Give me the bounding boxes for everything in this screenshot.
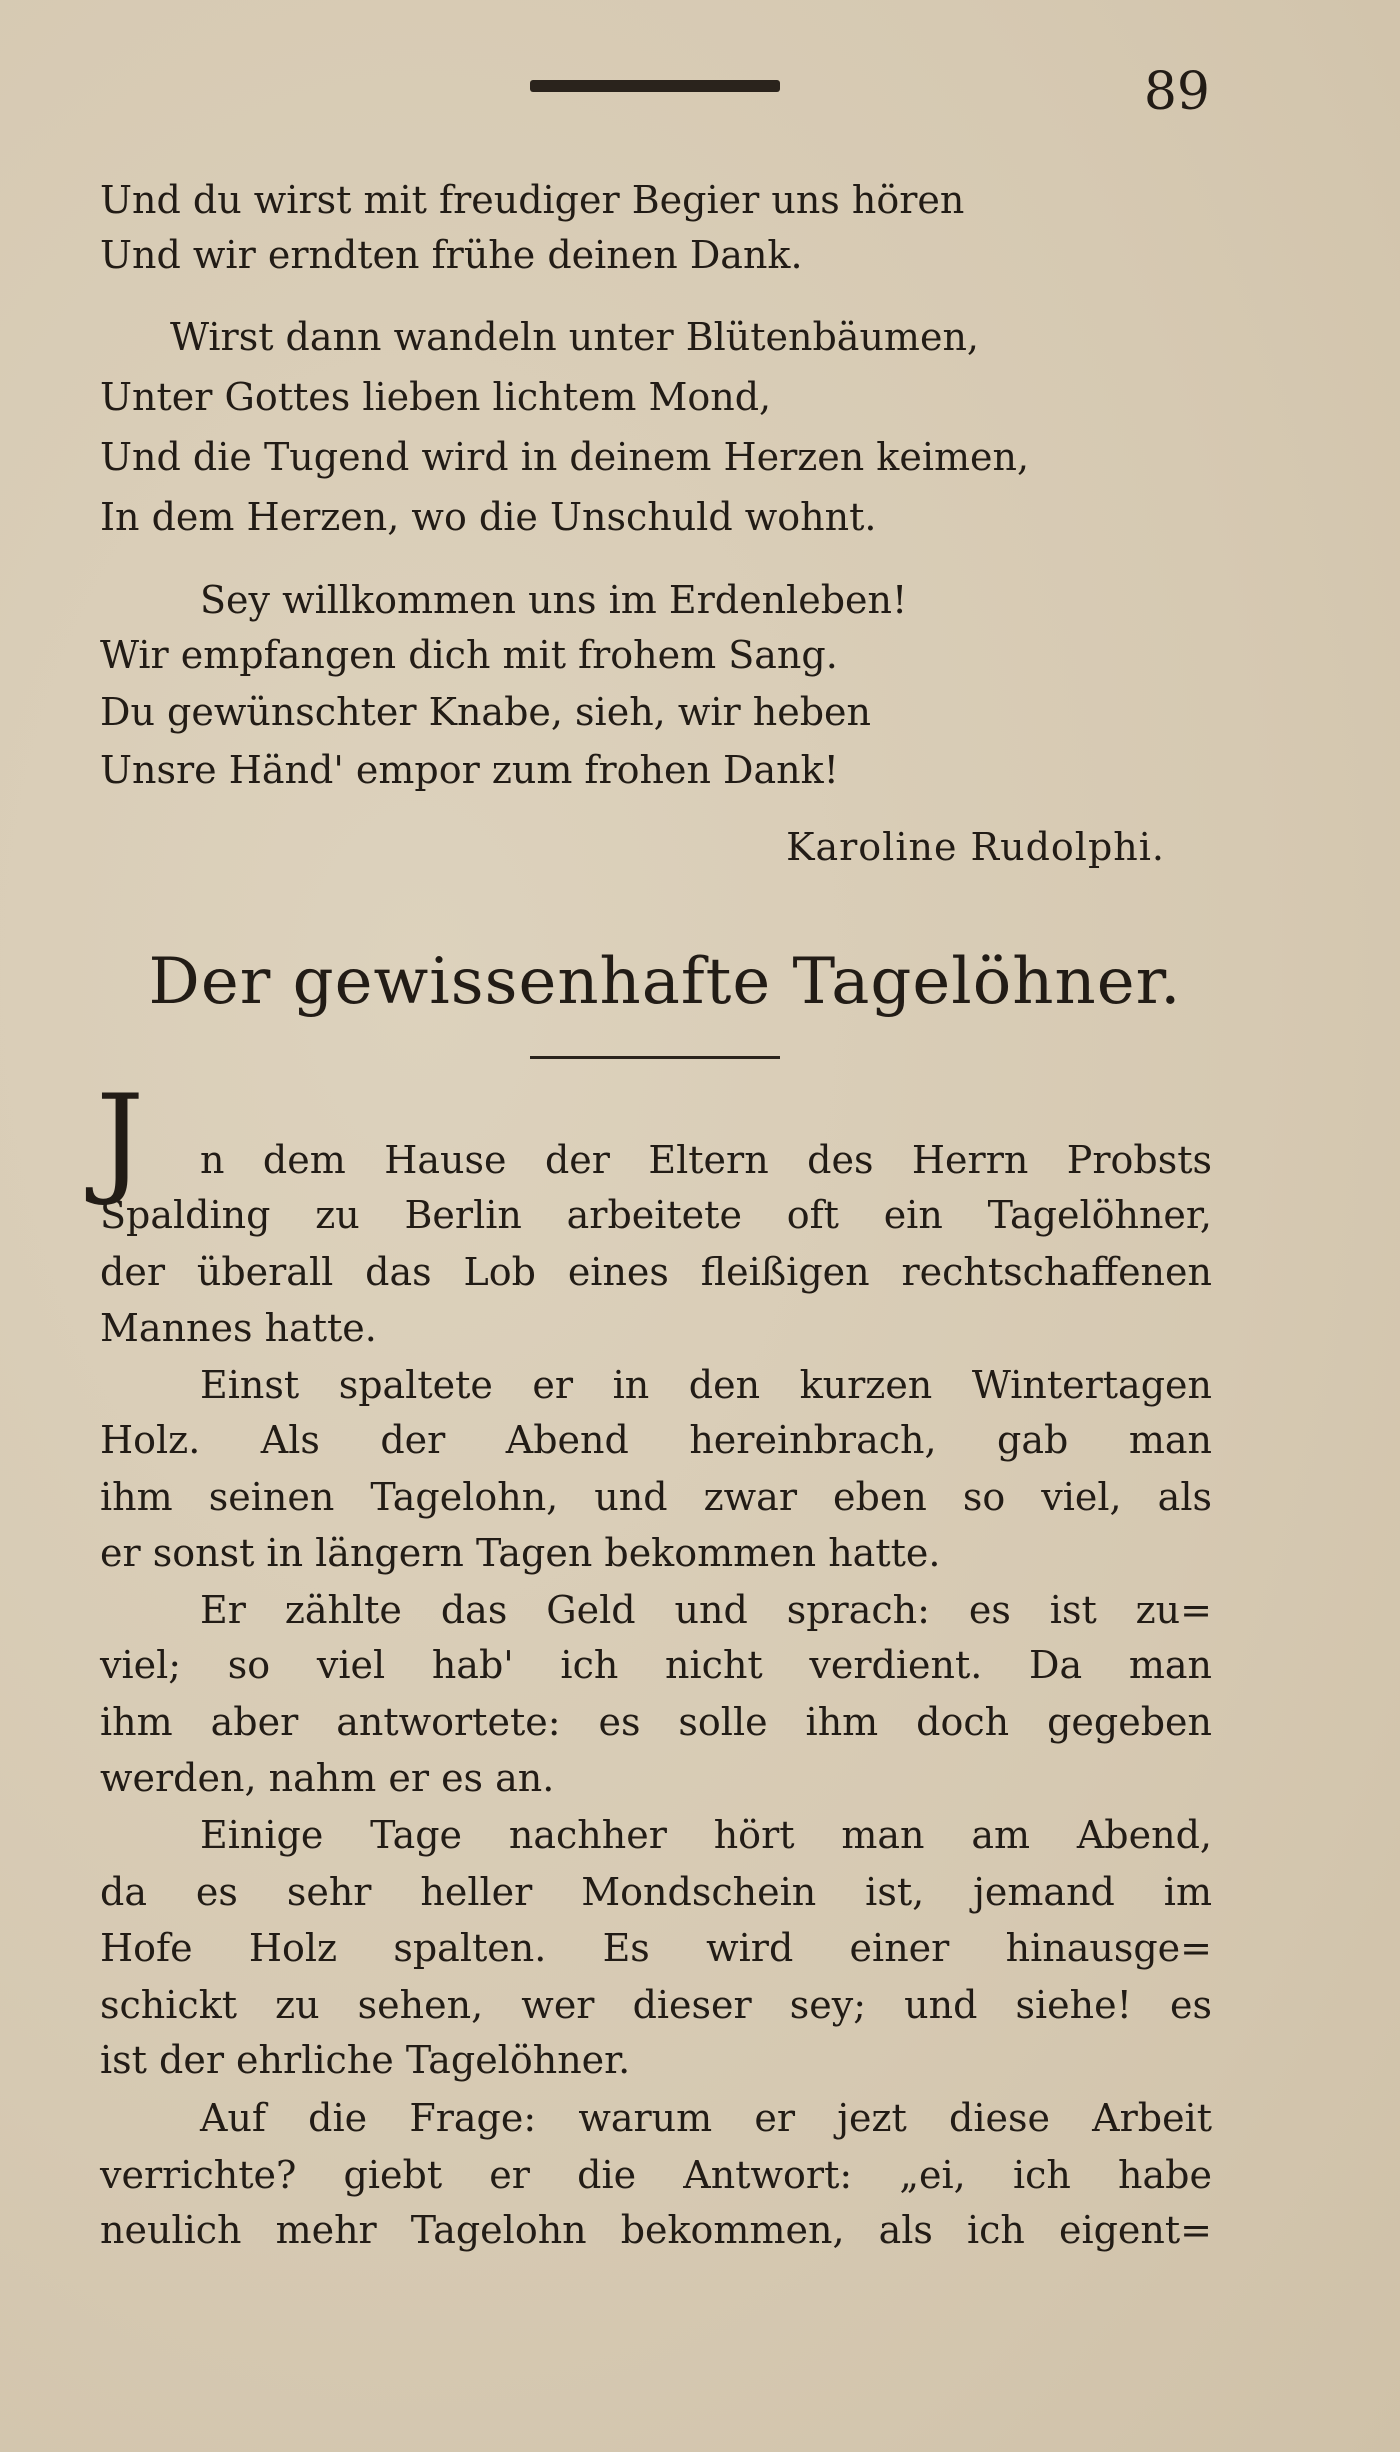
- poem-author: Karoline Rudolphi.: [786, 825, 1165, 869]
- text-line: Auf die Frage: warum er jezt diese Arbeit: [200, 2096, 1212, 2140]
- text-line: neulich mehr Tagelohn bekommen, als ich eigent=: [100, 2208, 1212, 2252]
- text-line: verrichte? giebt er die Antwort: „ei, ich habe: [100, 2153, 1212, 2197]
- text-line: Spalding zu Berlin arbeitete oft ein Tagelöhner,: [100, 1193, 1212, 1237]
- header-rule: [530, 80, 780, 92]
- poem-line: Sey willkommen uns im Erdenleben!: [200, 578, 908, 622]
- text-line: ihm seinen Tagelohn, und zwar eben so viel, als: [100, 1475, 1212, 1519]
- text-line: er sonst in längern Tagen bekommen hatte.: [100, 1531, 941, 1575]
- text-line: ist der ehrliche Tagelöhner.: [100, 2038, 631, 2082]
- title-rule: [530, 1056, 780, 1059]
- poem-line: Und du wirst mit freudiger Begier uns hören: [100, 178, 965, 222]
- text-line: schickt zu sehen, wer dieser sey; und siehe! es: [100, 1983, 1212, 2027]
- text-line: Holz. Als der Abend hereinbrach, gab man: [100, 1418, 1212, 1462]
- text-line: Einst spaltete er in den kurzen Wintertagen: [200, 1363, 1212, 1407]
- text-line: ihm aber antwortete: es solle ihm doch gegeben: [100, 1700, 1212, 1744]
- text-line: n dem Hause der Eltern des Herrn Probsts: [200, 1138, 1212, 1182]
- poem-line: In dem Herzen, wo die Unschuld wohnt.: [100, 495, 877, 539]
- poem-line: Unsre Händ' empor zum frohen Dank!: [100, 748, 839, 792]
- text-line: der überall das Lob eines fleißigen rechtschaffenen: [100, 1250, 1212, 1294]
- poem-line: Unter Gottes lieben lichtem Mond,: [100, 375, 772, 419]
- drop-cap: J: [96, 1070, 145, 1209]
- page-number: 89: [1143, 62, 1210, 122]
- poem-line: Wir empfangen dich mit frohem Sang.: [100, 633, 838, 677]
- text-line: Hofe Holz spalten. Es wird einer hinausge=: [100, 1926, 1212, 1970]
- text-line: Mannes hatte.: [100, 1306, 377, 1350]
- text-line: Einige Tage nachher hört man am Abend,: [200, 1813, 1212, 1857]
- story-title: Der gewissenhafte Tagelöhner.: [148, 945, 1182, 1019]
- poem-line: Und wir erndten frühe deinen Dank.: [100, 233, 803, 277]
- poem-line: Du gewünschter Knabe, sieh, wir heben: [100, 690, 872, 734]
- text-line: werden, nahm er es an.: [100, 1756, 555, 1800]
- text-line: viel; so viel hab' ich nicht verdient. Da man: [100, 1643, 1212, 1687]
- text-line: Er zählte das Geld und sprach: es ist zu=: [200, 1588, 1212, 1632]
- poem-line: Und die Tugend wird in deinem Herzen keimen,: [100, 435, 1030, 479]
- poem-line: Wirst dann wandeln unter Blütenbäumen,: [170, 315, 980, 359]
- text-line: da es sehr heller Mondschein ist, jemand im: [100, 1870, 1212, 1914]
